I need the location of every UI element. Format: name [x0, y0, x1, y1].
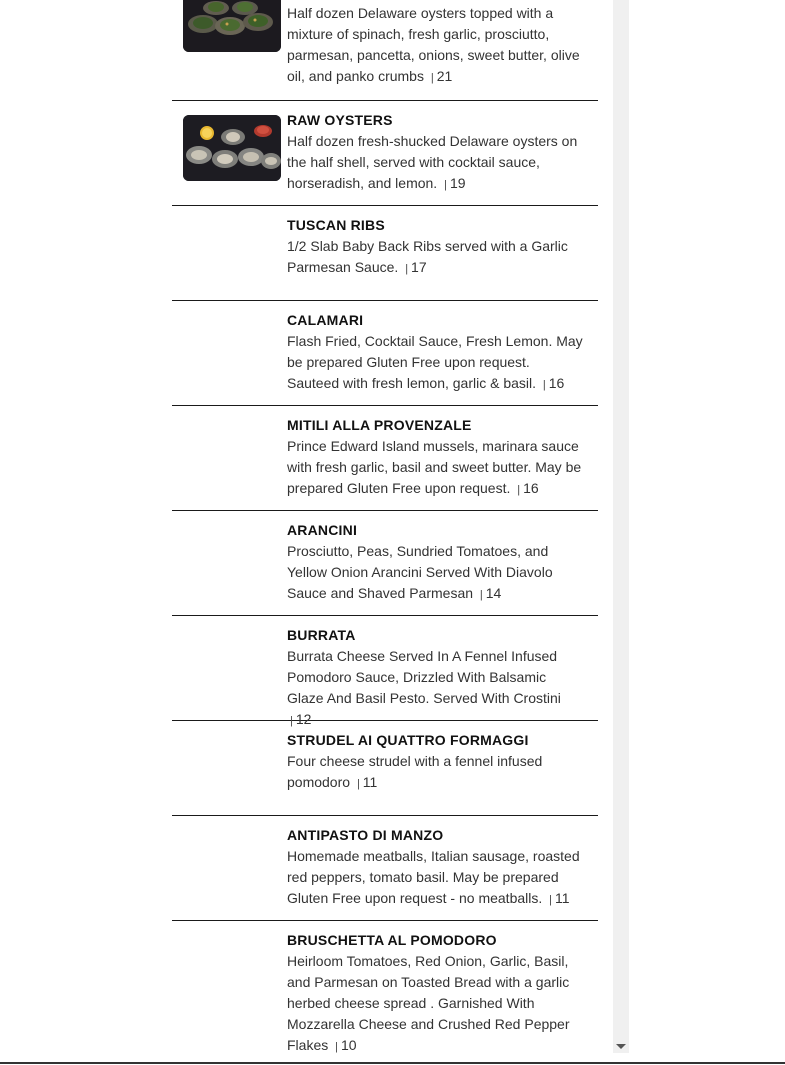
menu-item-price: 14: [485, 585, 502, 601]
menu-item-description: Half dozen fresh-shucked Delaware oysters on the half shell, served with cocktail sauce, horseradish, and lemon. | 19: [287, 133, 578, 191]
menu-item-description: Heirloom Tomatoes, Red Onion, Garlic, Basil, and Parmesan on Toasted Bread with a garlic herbed cheese spread . Garnished With Mozzarella Cheese and Crushed Red Pepper Flakes | 10: [287, 953, 570, 1053]
scroll-down-arrow-icon[interactable]: [616, 1044, 626, 1049]
menu-item-description: Prince Edward Island mussels, marinara sauce with fresh garlic, basil and sweet butter. May be prepared Gluten Free upon request. | 16: [287, 438, 582, 496]
menu-item-description: Half dozen Delaware oysters topped with a mixture of spinach, fresh garlic, prosciutto, parmesan, pancetta, onions, sweet butter, olive oil, and panko crumbs | 21: [287, 5, 580, 84]
menu-item-title: BURRATA: [287, 627, 356, 643]
menu-item: [172, 511, 598, 616]
menu-item: [172, 0, 598, 101]
menu-item-description: Prosciutto, Peas, Sundried Tomatoes, and Yellow Onion Arancini Served With Diavolo Sauce and Shaved Parmesan | 14: [287, 543, 553, 601]
menu-item-price: 19: [449, 175, 466, 191]
menu-item: [172, 206, 598, 301]
menu-item-description: Homemade meatballs, Italian sausage, roasted red peppers, tomato basil. May be prepared Gluten Free upon request - no meatballs. | 11: [287, 848, 580, 906]
menu-item-title: ARANCINI: [287, 522, 358, 538]
menu-item: [172, 921, 598, 1053]
menu-item-title: STRUDEL AI QUATTRO FORMAGGI: [287, 732, 529, 748]
menu-item-price: 11: [362, 774, 378, 790]
menu-item: [172, 406, 598, 511]
menu-item-price: 12: [295, 711, 312, 727]
menu-item: [172, 816, 598, 921]
menu-item-price: 17: [411, 259, 427, 275]
menu-item: [172, 101, 598, 206]
menu-item: [172, 616, 598, 727]
menu-item-title: BRUSCHETTA AL POMODORO: [287, 932, 497, 948]
frame-bottom-border: [0, 1062, 785, 1064]
menu-item-price: 11: [555, 890, 570, 906]
menu-item-price: 10: [340, 1037, 357, 1053]
menu-item-title: ANTIPASTO DI MANZO: [287, 827, 444, 843]
vertical-scrollbar[interactable]: [613, 0, 629, 1053]
menu-item-title: CALAMARI: [287, 312, 364, 328]
menu-item-price: 21: [436, 68, 453, 84]
menu-item-title: RAW OYSTERS: [287, 112, 393, 128]
menu-item-title: TUSCAN RIBS: [287, 217, 385, 233]
menu-item-description: 1/2 Slab Baby Back Ribs served with a Garlic Parmesan Sauce. | 17: [287, 238, 568, 275]
raw-oysters-photo: [183, 115, 281, 181]
menu-item-description: Flash Fried, Cocktail Sauce, Fresh Lemon. May be prepared Gluten Free upon request. Sauteed with fresh lemon, garlic & basil. | 16: [287, 333, 583, 391]
menu-item-description: Four cheese strudel with a fennel infused pomodoro | 11: [287, 753, 543, 790]
menu-item-price: 16: [523, 480, 539, 496]
menu-item: [172, 301, 598, 406]
menu-item-price: 16: [548, 375, 565, 391]
menu-item-title: MITILI ALLA PROVENZALE: [287, 417, 472, 433]
menu-item-description: Burrata Cheese Served In A Fennel Infused Pomodoro Sauce, Drizzled With Balsamic Glaze And Basil Pesto. Served With Crostini | 12: [287, 648, 561, 727]
baked-oysters-photo: [183, 0, 281, 52]
menu-item: [172, 721, 598, 816]
